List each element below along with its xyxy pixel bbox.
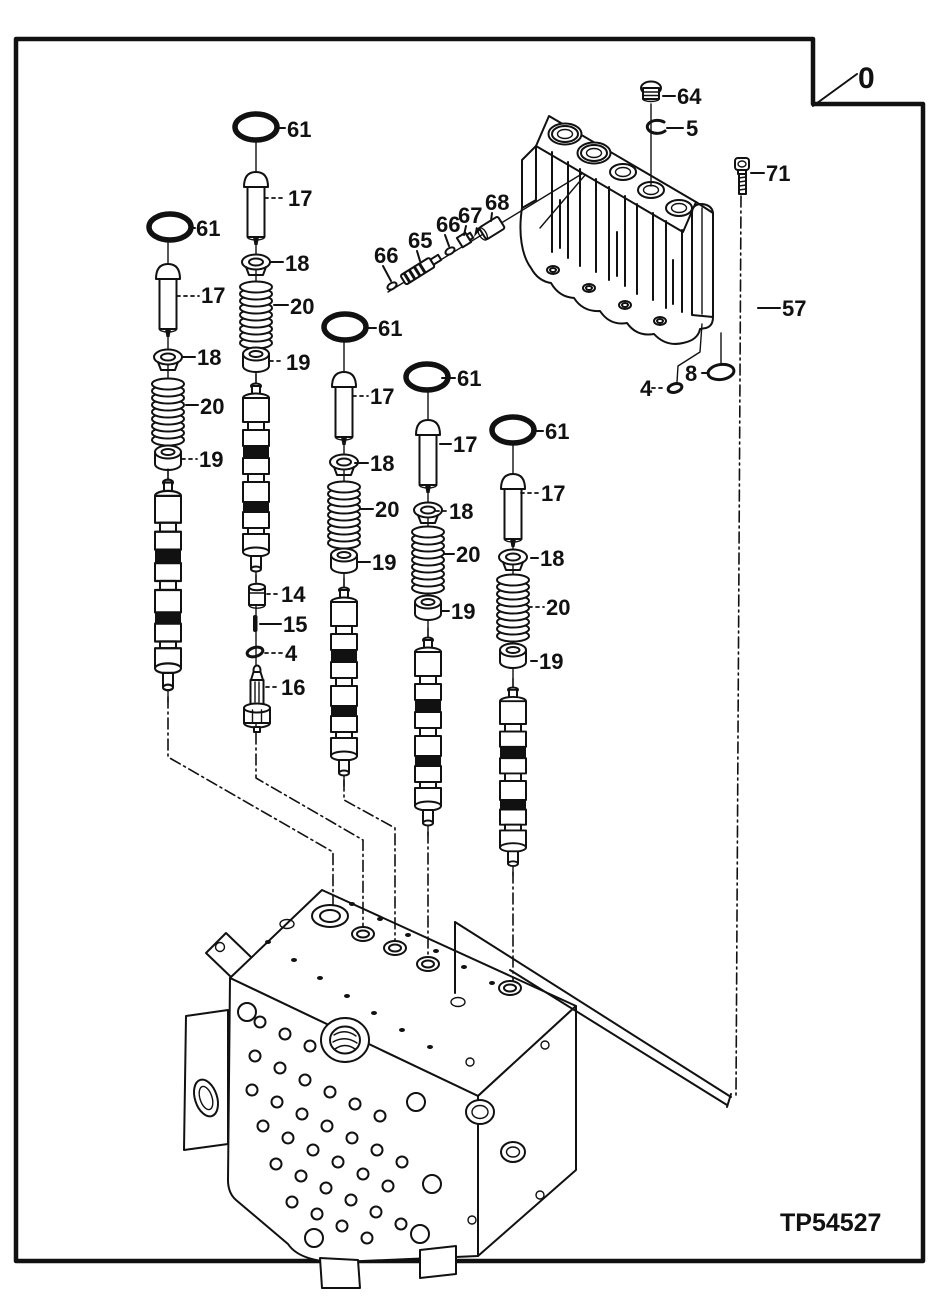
callout-18-label: 18 xyxy=(285,251,310,276)
valve-body xyxy=(184,890,731,1288)
oval-plug-8 xyxy=(707,363,735,381)
body-left-flange xyxy=(184,1010,228,1150)
callout-18-label: 18 xyxy=(449,499,474,524)
callout-61-label: 61 xyxy=(287,117,312,142)
plug-17 xyxy=(501,474,525,547)
callout-18-label: 18 xyxy=(540,546,565,571)
assembly-leader-line xyxy=(813,74,857,106)
oring-61 xyxy=(492,417,534,443)
drawing-number: TP54527 xyxy=(780,1209,882,1237)
callout-61-label: 61 xyxy=(545,419,570,444)
oring-61 xyxy=(406,364,448,390)
callout-17-label: 17 xyxy=(453,432,478,457)
callout-17-label: 17 xyxy=(370,384,395,409)
callout-4-label: 4 xyxy=(640,376,653,401)
spring-20 xyxy=(497,575,529,642)
oring-61 xyxy=(149,214,191,240)
spool xyxy=(415,628,441,836)
spring-20 xyxy=(328,482,360,549)
callout-20-label: 20 xyxy=(375,497,400,522)
callout-64-label: 64 xyxy=(677,84,702,109)
plug-17 xyxy=(244,172,268,245)
pin-15 xyxy=(253,615,258,632)
callout-14-label: 14 xyxy=(281,582,306,607)
callout-68-label: 68 xyxy=(485,190,510,215)
oring-61 xyxy=(235,114,277,140)
spool-assembly-2 xyxy=(235,114,314,732)
callout-19-label: 19 xyxy=(451,599,476,624)
callout-67-label: 67 xyxy=(458,203,483,228)
body-threaded-boss xyxy=(321,1018,369,1062)
pilot-oring xyxy=(444,246,456,256)
callout-19-label: 19 xyxy=(286,350,311,375)
seat-19 xyxy=(243,348,269,373)
callout-15-label: 15 xyxy=(283,612,308,637)
callout-18-label: 18 xyxy=(370,451,395,476)
callout-61-label: 61 xyxy=(457,366,482,391)
spool-assembly-3 xyxy=(324,314,402,786)
spool-assembly-4 xyxy=(406,364,481,836)
callout-61-label: 61 xyxy=(196,216,221,241)
spool xyxy=(500,678,526,876)
callout-57-label: 57 xyxy=(782,296,807,321)
callout-66-label: 66 xyxy=(374,243,399,268)
callout-19-label: 19 xyxy=(539,649,564,674)
callout-8-label: 8 xyxy=(685,361,698,386)
valve-16 xyxy=(244,666,270,733)
spring-20 xyxy=(240,282,272,349)
callout-0-label: 0 xyxy=(858,62,875,95)
seat-19 xyxy=(331,549,357,574)
spool xyxy=(155,469,181,702)
callout-20-label: 20 xyxy=(546,595,571,620)
spool xyxy=(331,578,357,786)
callout-71-label: 71 xyxy=(766,161,791,186)
callout-17-label: 17 xyxy=(288,186,313,211)
cover-assembly xyxy=(520,82,806,402)
spring-20 xyxy=(152,379,184,446)
callout-17-label: 17 xyxy=(201,283,226,308)
callout-4-label: 4 xyxy=(285,641,298,666)
seat-19 xyxy=(500,644,526,669)
plug-17 xyxy=(332,372,356,445)
callout-16-label: 16 xyxy=(281,675,306,700)
callout-19-label: 19 xyxy=(372,550,397,575)
seat-19 xyxy=(415,596,441,621)
oring-4 xyxy=(246,646,264,659)
spool xyxy=(243,374,269,582)
callout-66-label: 66 xyxy=(436,212,461,237)
pilot-oring xyxy=(386,281,398,291)
oring-4 xyxy=(667,382,683,394)
cap-screw-71 xyxy=(735,158,749,194)
callout-61-label: 61 xyxy=(378,316,403,341)
spool-assembly-1 xyxy=(149,214,225,702)
plug-17 xyxy=(156,264,180,337)
seat-19 xyxy=(155,446,181,471)
callout-19-label: 19 xyxy=(199,447,224,472)
plug-17 xyxy=(416,420,440,493)
pilot-spring-assembly xyxy=(400,253,442,285)
oring-61 xyxy=(324,314,366,340)
callout-65-label: 65 xyxy=(408,228,433,253)
callout-17-label: 17 xyxy=(541,481,566,506)
spool-assembly-5 xyxy=(492,417,570,876)
poppet-14 xyxy=(249,584,265,608)
callout-20-label: 20 xyxy=(456,542,481,567)
callout-18-label: 18 xyxy=(197,345,222,370)
spring-20 xyxy=(412,527,444,594)
callout-5-label: 5 xyxy=(686,116,699,141)
cover-bosses xyxy=(549,124,693,217)
snap-ring-5 xyxy=(647,120,665,133)
callout-20-label: 20 xyxy=(200,394,225,419)
callout-20-label: 20 xyxy=(290,294,315,319)
